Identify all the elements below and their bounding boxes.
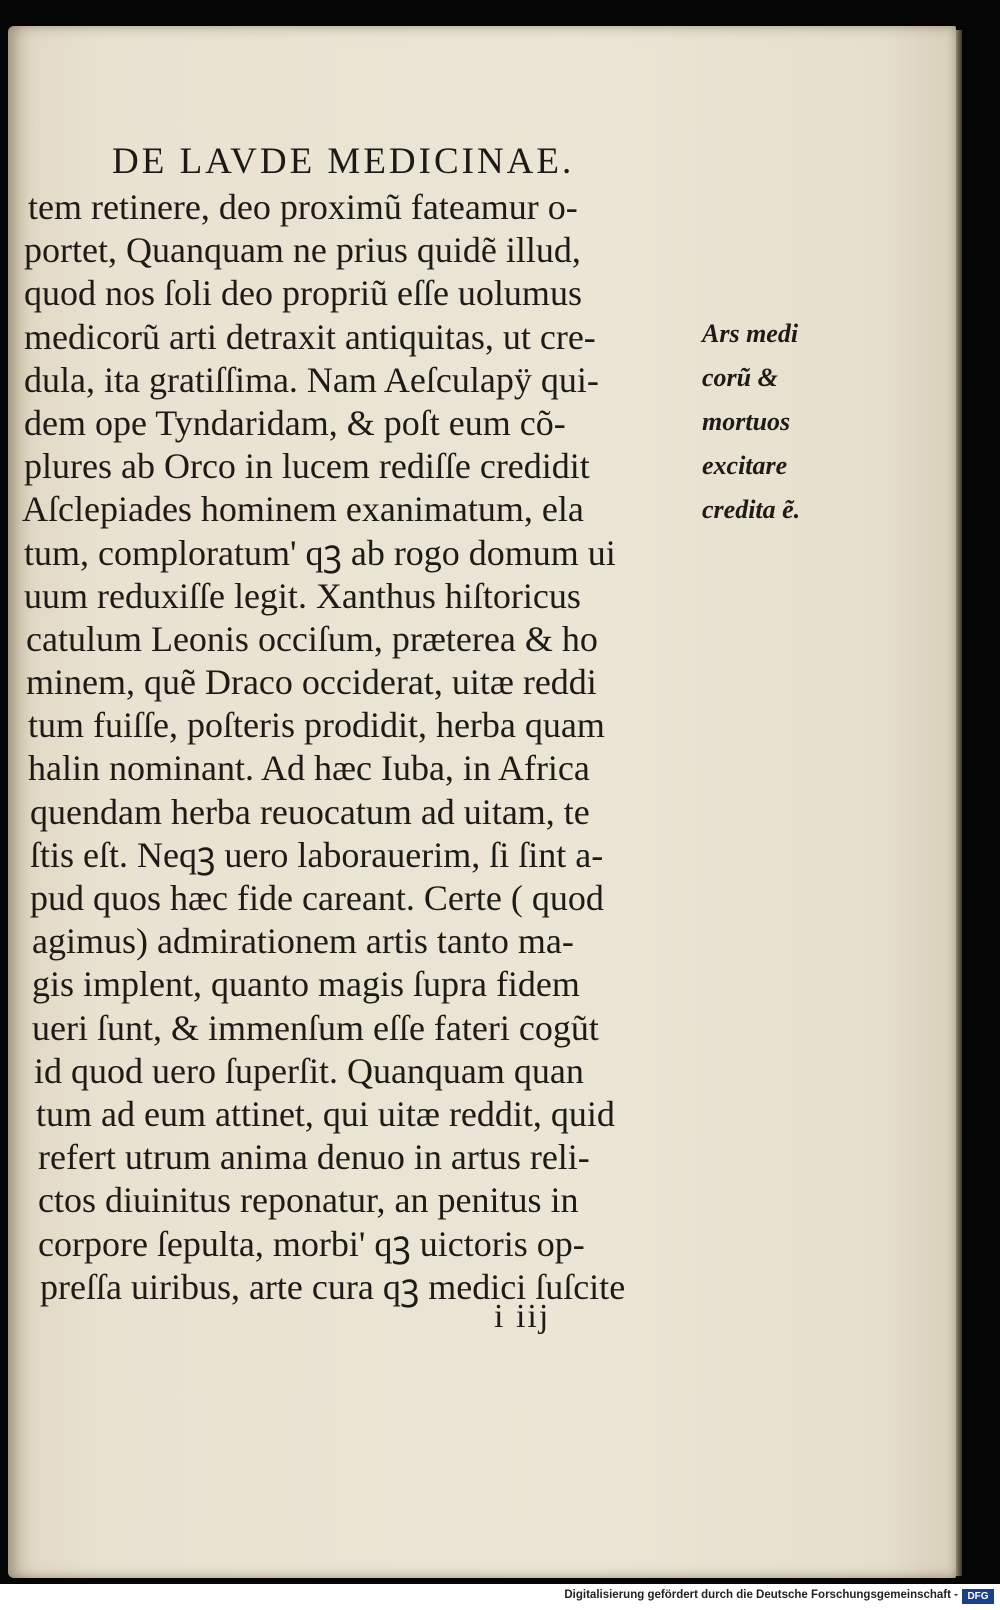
- marginal-note-line: credita ẽ.: [702, 495, 801, 524]
- marginal-note-line: mortuos: [702, 407, 791, 436]
- text-line: ſtis eſt. Neqꝫ uero laborauerim, ſi ſint a-: [30, 834, 604, 875]
- footer-bar: [0, 1584, 1000, 1610]
- text-line: id quod uero ſuperſit. Quanquam quan: [34, 1050, 584, 1091]
- text-line: catulum Leonis occiſum, præterea & ho: [26, 618, 598, 659]
- text-line: halin nominant. Ad hæc Iuba, in Africa: [28, 748, 590, 789]
- text-line: corpore ſepulta, morbi' qꝫ uictoris op-: [38, 1223, 585, 1264]
- text-line: uum reduxiſſe legit. Xanthus hiſtoricus: [24, 575, 581, 616]
- text-line: agimus) admirationem artis tanto ma-: [32, 921, 574, 962]
- text-line: ctos diuinitus reponatur, an penitus in: [38, 1180, 579, 1221]
- marginal-note-line: corũ &: [702, 363, 778, 392]
- text-line: tum fuiſſe, poſteris prodidit, herba quam: [28, 705, 605, 746]
- marginal-note-line: Ars medi: [702, 319, 799, 348]
- running-head: DE LAVDE MEDICINAE.: [112, 141, 575, 182]
- text-line: quod nos ſoli deo propriũ eſſe uolumus: [24, 273, 582, 314]
- dfg-logo-icon: DFG: [962, 1589, 994, 1604]
- text-line: ueri ſunt, & immenſum eſſe fateri cogũt: [32, 1007, 599, 1048]
- text-line: minem, quẽ Draco occiderat, uitæ reddi: [26, 662, 597, 703]
- body-text: [18, 186, 718, 1309]
- text-line: tem retinere, deo proximũ fateamur o-: [28, 187, 578, 227]
- text-line: medicorũ arti detraxit antiquitas, ut cre-: [24, 316, 596, 357]
- text-line: gis implent, quanto magis ſupra fidem: [32, 964, 580, 1005]
- text-line: plures ab Orco in lucem rediſſe credidit: [24, 446, 590, 487]
- page-edge-shadow: [956, 30, 962, 1576]
- text-line: pud quos hæc fide careant. Certe ( quod: [30, 878, 604, 918]
- signature-mark: i iij: [494, 1298, 551, 1335]
- marginal-note-line: excitare: [702, 451, 788, 480]
- text-line: portet, Quanquam ne prius quidẽ illud,: [24, 230, 581, 271]
- marginal-note: [702, 312, 832, 532]
- text-line: preſſa uiribus, arte cura qꝫ medici ſuſcite: [40, 1266, 626, 1307]
- text-line: Aſclepiades hominem exanimatum, ela: [22, 489, 584, 530]
- text-line: tum ad eum attinet, qui uitæ reddit, quid: [36, 1093, 615, 1134]
- text-line: tum, comploratum' qꝫ ab rogo domum ui: [24, 532, 616, 573]
- text-line: quendam herba reuocatum ad uitam, te: [30, 791, 590, 832]
- text-line: dula, ita gratiſſima. Nam Aeſculapÿ qui-: [24, 359, 599, 400]
- footer-credit: Digitalisierung gefördert durch die Deutsche Forschungsgemeinschaft -: [564, 1589, 958, 1601]
- text-line: dem ope Tyndaridam, & poſt eum cõ-: [24, 402, 566, 443]
- text-line: refert utrum anima denuo in artus reli-: [38, 1137, 590, 1178]
